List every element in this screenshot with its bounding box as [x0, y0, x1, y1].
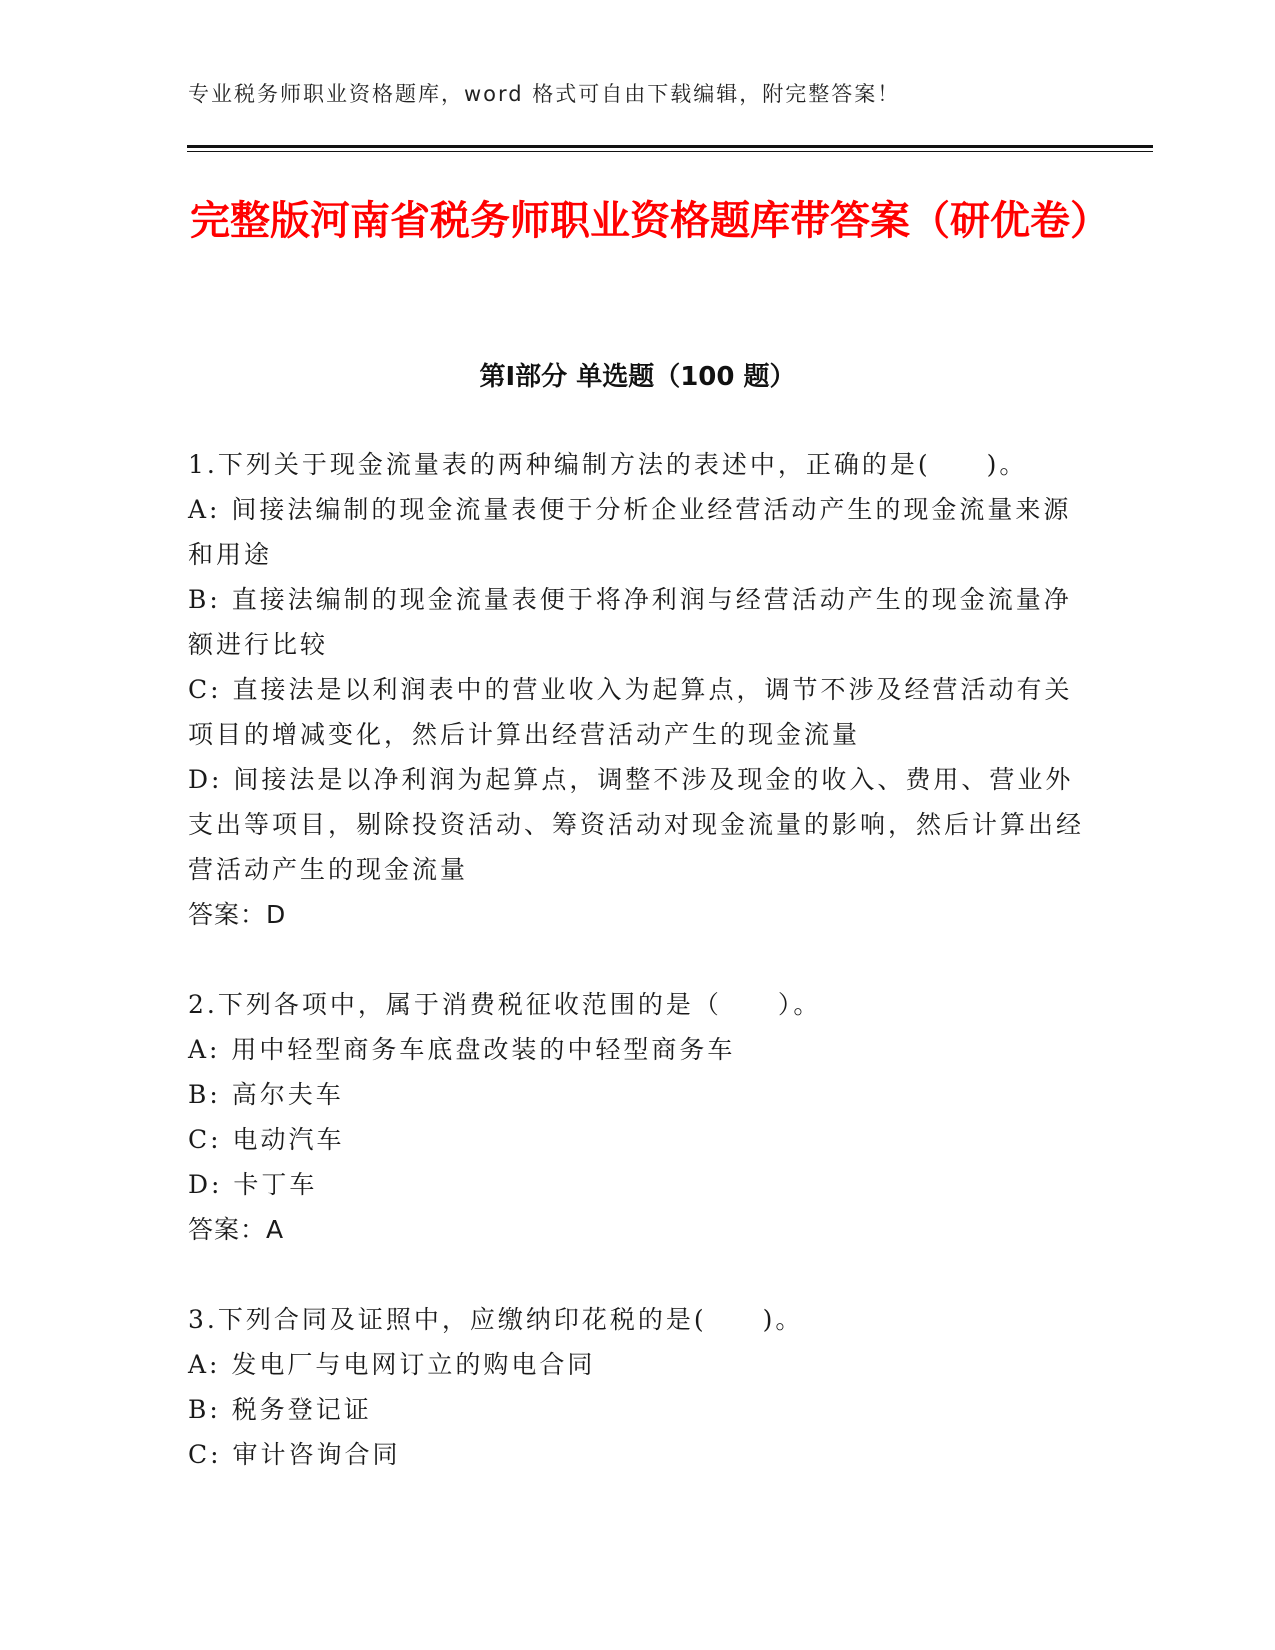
- header-rule-thick: [187, 145, 1153, 148]
- answer-line: 答案：D: [188, 900, 287, 929]
- option-b: B: 税务登记证: [188, 1395, 372, 1424]
- option-d: D: 卡丁车: [188, 1170, 318, 1199]
- answer-line: 答案：A: [188, 1215, 285, 1244]
- question-stem: 2.下列各项中，属于消费税征收范围的是（ ）。: [188, 990, 822, 1019]
- question-list: [188, 442, 1088, 1522]
- section-heading: 第Ⅰ部分 单选题（100 题）: [479, 362, 796, 392]
- question-2: [188, 982, 1088, 1252]
- header-note: 专业税务师职业资格题库，word 格式可自由下载编辑，附完整答案！: [188, 82, 901, 106]
- option-b: B: 直接法编制的现金流量表便于将净利润与经营活动产生的现金流量净额进行比较: [188, 585, 1072, 659]
- question-stem: 3.下列合同及证照中，应缴纳印花税的是( )。: [188, 1305, 804, 1334]
- question-1: [188, 442, 1088, 937]
- document-title: 完整版河南省税务师职业资格题库带答案（研优卷）: [190, 198, 1110, 244]
- option-c: C: 审计咨询合同: [188, 1440, 401, 1469]
- option-c: C: 直接法是以利润表中的营业收入为起算点，调节不涉及经营活动有关项目的增减变化，然后计算出经营活动产生的现金流量: [188, 675, 1073, 749]
- option-a: A: 间接法编制的现金流量表便于分析企业经营活动产生的现金流量来源和用途: [188, 495, 1072, 569]
- option-a: A: 发电厂与电网订立的购电合同: [188, 1350, 596, 1379]
- question-stem: 1.下列关于现金流量表的两种编制方法的表述中，正确的是( )。: [188, 450, 1028, 479]
- option-a: A: 用中轻型商务车底盘改装的中轻型商务车: [188, 1035, 736, 1064]
- option-c: C: 电动汽车: [188, 1125, 345, 1154]
- header-rule-thin: [187, 151, 1153, 152]
- option-b: B: 高尔夫车: [188, 1080, 344, 1109]
- question-3: [188, 1297, 1088, 1477]
- option-d: D: 间接法是以净利润为起算点，调整不涉及现金的收入、费用、营业外支出等项目，剔除投资活动、筹资活动对现金流量的影响，然后计算出经营活动产生的现金流量: [188, 765, 1085, 884]
